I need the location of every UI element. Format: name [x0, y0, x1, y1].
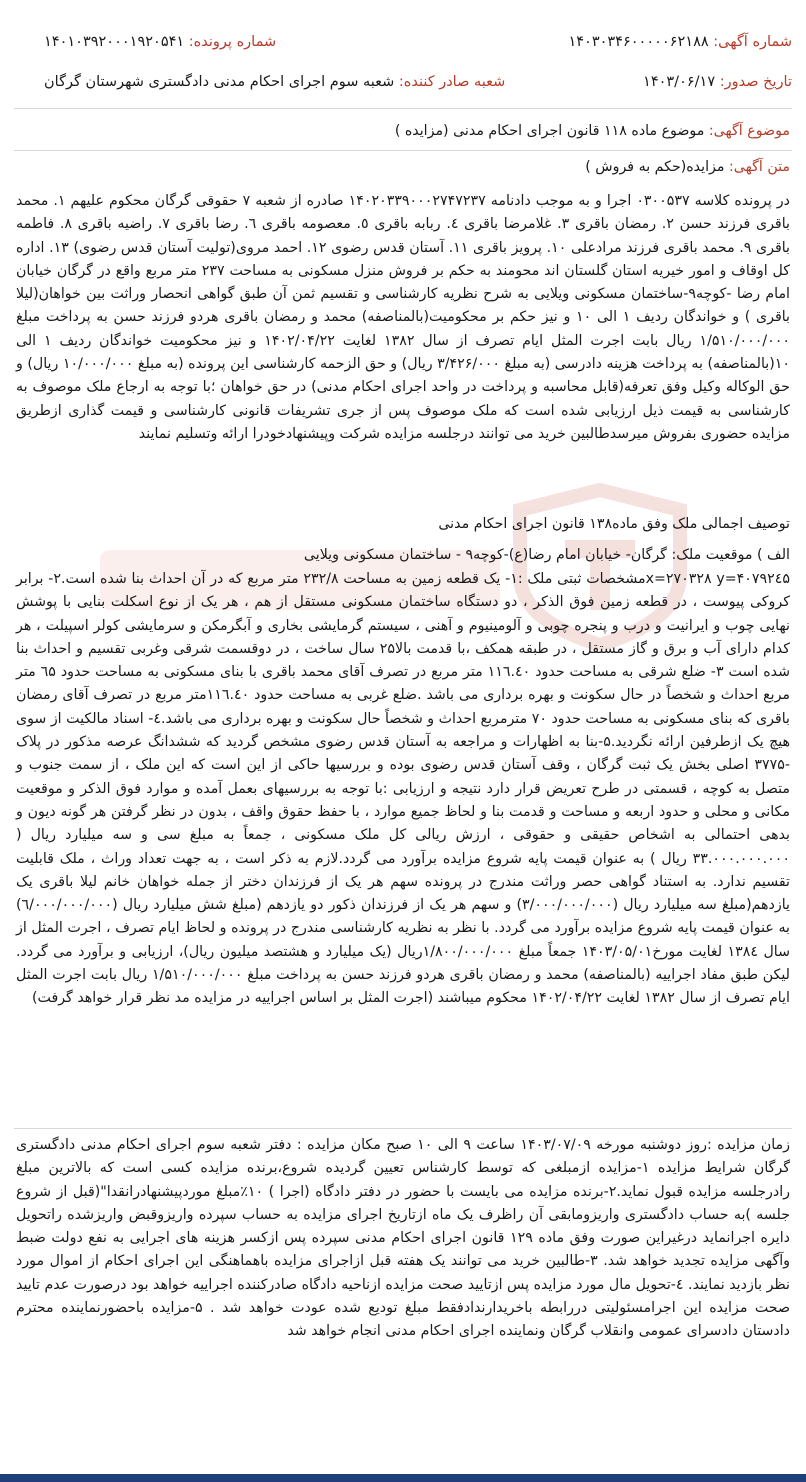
header-divider [14, 108, 792, 109]
subject-text: موضوع ماده ۱۱۸ قانون اجرای احکام مدنی (مزایده ) [394, 123, 705, 139]
intro-paragraph: در پرونده کلاسه ۰۳۰۰۵۳۷ اجرا و به موجب دادنامه ۱۴۰۲۰۳۳۹۰۰۰۲۷۴۷۲۳۷ صادره از شعبه ۷ حقوقی گرگان محکوم علیهم ۱. محمد باقری فرزند حسن ۲. رمضان باقری ۳. غلامرضا باقری ٤. ربابه باقری ٥. معصومه باقری ٦. رضا باقری ۷. راضیه باقری ۸. فاطمه باقری ۹. محمد باقری فرزند مرادعلی ۱۰. پرویز باقری ۱۱. آستان قدس رضوی ۱۲. احمد مروی(تولیت آستان قدس رضوی) ۱۳. اداره کل اوقاف و امور خیریه استان گلستان اند محومند به حکم بر فروش منزل مسکونی به مساحت ۲۳۷ متر مربع واقع در گرگان خیابان امام رضا -کوچه۹-ساختمان مسکونی ویلایی به شرح نظریه کارشناسی و تقسیم ثمن آن طبق گواهی انحصار وراثت بین خواهان(لیلا باقری ) و خواندگان ردیف ۱ الی ۱۰ و نیز حکم بر محکومیت(بالمناصفه) محمد و رمضان باقری هردو فرزند حسن به پرداخت مبلغ ۱/۵۱۰/۰۰۰/۰۰۰ ریال بابت اجرت المثل ایام تصرف از سال ۱۳۸۲ لغایت ۱۴۰۲/۰۴/۲۲ و نیز محکومیت خواندگان ردیف ۱ الی ۱۰(بالمناصفه) به پرداخت هزینه دادرسی (به مبلغ ۳/۴۲۶/۰۰۰ ریال) و حق الزحمه کارشناسی این پرونده (به مبلغ ۱۰/۰۰۰/۰۰۰ ریال) و حق الوکاله وکیل وفق تعرفه(قابل محاسبه و پرداخت در واحد اجرای احکام مدنی) در حق خواهان ؛با توجه به ارجاع ملک موصوف به کارشناسی به قیمت ذیل ارزیابی شده است که ملک موصوف پس از جری تشریفات قانونی کارشناسی و قیمت گذاری ازطریق مزایده حضوری بفروش میرسدطالبین خرید می توانند درجلسه مزایده شرکت وپیشنهادخودرا ارائه وتسلیم نمایند [16, 193, 791, 442]
auction-paragraph: زمان مزایده :روز دوشنبه مورخه ۱۴۰۳/۰۷/۰۹ ساعت ۹ الی ۱۰ صبح مکان مزایده : دفتر شعبه سوم اجرای احکام مدنی دادگستری گرگان شرایط مزایده ۱-مزایده ازمبلغی که توسط کارشناس تعیین گردیده شروع،برنده مزایده کسی است که بالاترین مبلغ رادرجلسه مزایده قبول نماید.۲-برنده مزایده می بایست با حضور در دفتر دادگاه (اجرا ) ۱۰٪مبلغ موردپیشنهادرانقدا"(قبل از شروع جلسه )به حساب دادگستری واریزومابقی آن راظرف یک ماه ازتاریخ اجرای مزایده به حساب سپرده واریزوقبض واریزشده راتحویل دایره اجرانماید درغیراین صورت وفق ماده ۱۲۹ قانون اجرای احکام مدنی سپرده پس ازکسر هزینه های اجرایی به نفع دولت ضبط وآگهی مزایده تجدید خواهد شد. ۳-طالبین خرید می توانند یک هفته قبل ازاجرای مزایده باهماهنگی این اجرای احکام از اموال مورد نظر بازدید نمایند. ٤-تحویل مال مورد مزایده پس ازتایید صحت مزایده ازناحیه دادگاه صادرکننده اجراییه خواهد بود درصورت عدم تایید صحت مزایده این اجرامسئولیتی دررابطه باخریدارندادفقط مبلغ تودیع شده عودت خواهد شد . ۵-مزایده باحضورنماینده محترم دادستان دادسرای عمومی وانقلاب گرگان ونماینده اجرای احکام مدنی انجام خواهد شد [16, 1137, 791, 1340]
case-number-label: شماره پرونده: [188, 34, 277, 50]
description-paragraph: x=۲۷۰۳۲۸ y=۴۰۷۹۲٤۵مشخصات ثبتی ملک :۱- یک قطعه زمین به مساحت ۲۳۲/۸ متر مربع که در آن احداث بنا شده است.۲- برابر کروکی پیوست ، در قطعه زمین فوق الذکر ، دو دستگاه ساختمان مسکونی مستقل از هم ، هر یک از نوع اسکلت بنایی با پوشش نهایی چوب و ایرانیت و درب و پنجره چوبی و آلومینیوم و آهنی ، سیستم گرمایشی بخاری و آبگرمکن و سرمایشی کولر اسپیلت ، هر کدام دارای آب و برق و گاز مستقل ، در طبقه همکف ،با قدمت بالا۲۵ سال ساخت ، در دوقسمت شرقی وغربی تقسیم و احداث بنا شده است ۳- ضلع شرقی به مساحت حدود ۱۱٦.٤۰ متر مربع در تصرف آقای محمد باقری با بنای مسکونی به مساحت حدود ٦۵ متر مربع احداث و شخصاً در حال سکونت و بهره برداری می باشد .ضلع غربی به مساحت حدود ۱۱٦.٤۰متر مربع در تصرف آقای رمضان باقری که بنای مسکونی به مساحت حدود ۷۰ مترمربع احداث و شخصاً حال سکونت و بهره برداری می باشد.٤- اسناد مالکیت از سوی هیچ یک ازطرفین ارائه نگردید.۵-بنا به اظهارات و مراجعه به آستان قدس رضوی مشخص گردید که ششدانگ عرصه مذکور در پلاک -۳۷۷۵ اصلی بخش یک ثبت گرگان ، وقف آستان قدس رضوی بوده و بررسیها حاکی از این است که این ملک ، از سمت جنوب و متصل به کوچه ، قسمتی در طرح تعریض قرار دارد نتیجه و ارزیابی :با توجه به بررسیهای بعمل آمده و موارد فوق الذکر و موقعیت مکانی و محلی و حدود اربعه و مساحت و قدمت بنا و لحاظ جمیع موارد ، با حفظ حقوق واقف ، بدون در نظر گرفتن هر گونه دیون و بدهی احتمالی به اشخاص حقیقی و حقوقی ، ارزش ریالی کل ملک مسکونی ، جمعاً به مبلغ سی و سه میلیارد ریال ( ۳۳.۰۰۰.۰۰۰.۰۰۰ ریال ) به عنوان قیمت پایه شروع مزایده برآورد می گردد.لازم به ذکر است ، به جهت تعداد وراث ، ملک قابلیت تقسیم ندارد. به استناد گواهی حصر وراثت مندرج در پرونده سهم هر یک از فرزندان دختر از جمله خواهان خانم لیلا باقری یک یازدهم(مبلغ سه میلیارد ریال (۳/۰۰۰/۰۰۰/۰۰۰) و سهم هر یک از فرزندان ذکور دو یازدهم (مبلغ شش میلیارد ریال (٦/۰۰۰/۰۰۰/۰۰۰) به عنوان قیمت پایه شروع مزایده برآورد می گردد. با نظر به نظریه کارشناسی مندرج در پرونده و لحاظ ایام تصرف ، اجرت المثل از سال ۱۳۸٤ لغایت مورخ۱۴۰۳/۰۵/۰۱ جمعاً مبلغ ۱/۸۰۰/۰۰۰/۰۰۰ریال (یک میلیارد و هشتصد میلیون ریال)، ارزیابی و برآورد می گردد. لیکن طبق مفاد اجراییه (بالمناصفه) محمد و رمضان باقری هردو فرزند حسن به پرداخت مبلغ ۱/۵۱۰/۰۰۰/۰۰۰ ریال بابت اجرت المثل ایام تصرف از سال ۱۳۸۲ لغایت ۱۴۰۲/۰۴/۲۲ محکوم میباشند (اجرت المثل بر اساس اجراییه در مزایده مد نظر قرار خواهد گرفت) [16, 571, 791, 1007]
header-row-2 [14, 70, 792, 94]
issuer: شعبه سوم اجرای احکام مدنی دادگستری شهرستان گرگان [44, 74, 395, 90]
ad-number-label: شماره آگهی: [713, 34, 792, 50]
subject-label: موضوع آگهی: [708, 123, 790, 139]
subject-line [16, 120, 790, 143]
subject-divider [14, 150, 792, 151]
ad-text-label: متن آگهی: [728, 159, 790, 175]
auction-divider [14, 1128, 792, 1129]
bottom-bar [0, 1474, 806, 1482]
issue-date: ۱۴۰۳/۰۶/۱۷ [643, 74, 716, 90]
summary-title: توصیف اجمالی ملک وفق ماده۱۳۸ قانون اجرای احکام مدنی [438, 516, 790, 532]
location-line: الف ) موقعیت ملک: گرگان- خیابان امام رضا(ع)-کوچه۹ - ساختمان مسکونی ویلایی [303, 547, 790, 563]
ad-text-line [16, 156, 790, 179]
issuer-label: شعبه صادر کننده: [398, 74, 506, 90]
ad-text-value: مزایده(حکم به فروش ) [585, 159, 725, 175]
issue-date-label: تاریخ صدور: [719, 74, 792, 90]
case-number: ۱۴۰۱۰۳۹۲۰۰۰۱۹۲۰۵۴۱ [44, 34, 185, 50]
header-row-1 [14, 30, 792, 54]
ad-number: ۱۴۰۳۰۳۴۶۰۰۰۰۰۶۲۱۸۸ [568, 34, 709, 50]
